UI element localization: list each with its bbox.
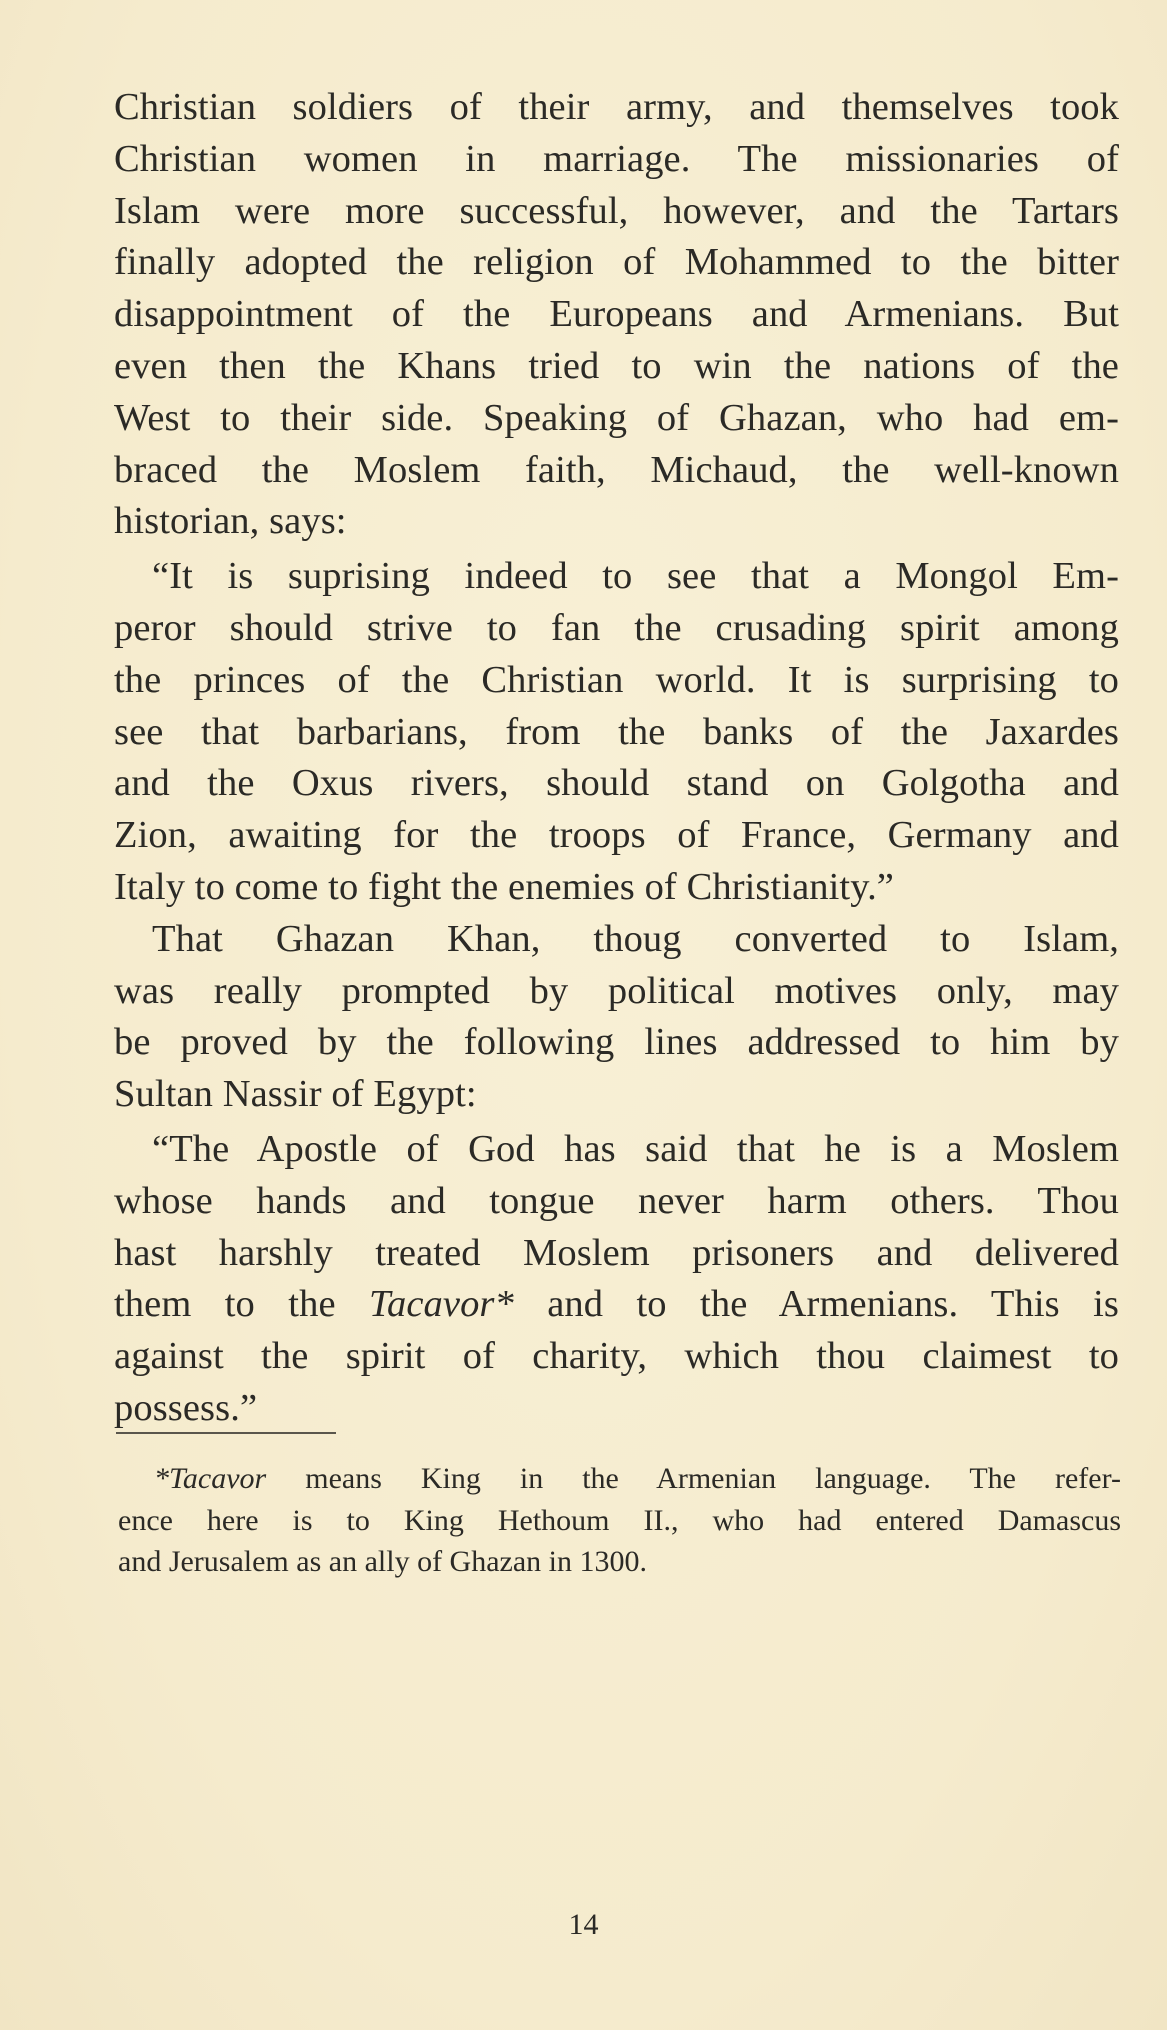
- body-line: braced the Moslem faith, Michaud, the well-known: [114, 448, 1119, 491]
- quote1-line: “It is suprising indeed to see that a Mongol Em-: [152, 555, 1119, 598]
- body-line: even then the Khans tried to win the nations of the: [114, 344, 1119, 387]
- quote2-line: whose hands and tongue never harm others. Thou: [114, 1179, 1119, 1222]
- footnote: [118, 1458, 1121, 1583]
- para2-line: was really prompted by political motives only, may: [114, 969, 1119, 1012]
- tacavor-italic: Tacavor*: [369, 1283, 514, 1326]
- footnote-line: ence here is to King Hethoum II., who had entered Damascus: [118, 1503, 1121, 1537]
- quote1-line: Italy to come to fight the enemies of Christianity.”: [114, 865, 894, 908]
- quote2-text: them to the: [114, 1283, 370, 1326]
- footnote-line: [118, 1458, 1121, 1500]
- quote2-line-with-italic: [114, 1279, 1119, 1331]
- page-number: 14: [568, 1908, 599, 1941]
- main-text: [114, 82, 1119, 1435]
- footnote-term-italic: *Tacavor: [154, 1462, 267, 1495]
- body-line: West to their side. Speaking of Ghazan, who had em-: [114, 396, 1119, 439]
- quote2-text: and to the Armenians. This is: [513, 1283, 1119, 1326]
- para2-line: That Ghazan Khan, thoug converted to Islam,: [152, 917, 1119, 960]
- body-line: Islam were more successful, however, and the Tartars: [114, 189, 1119, 232]
- quote1-line: see that barbarians, from the banks of the Jaxardes: [114, 710, 1119, 753]
- quote2-line: possess.”: [114, 1386, 258, 1429]
- footnote-rule: [116, 1432, 336, 1434]
- quote2-line: against the spirit of charity, which thou claimest to: [114, 1335, 1119, 1378]
- quote2-line: “The Apostle of God has said that he is a Moslem: [152, 1127, 1119, 1170]
- body-line: finally adopted the religion of Mohammed to the bitter: [114, 241, 1119, 284]
- quote1-line: peror should strive to fan the crusading spirit among: [114, 606, 1119, 649]
- footnote-line: and Jerusalem as an ally of Ghazan in 1300.: [118, 1545, 647, 1578]
- body-line: Christian soldiers of their army, and themselves took: [114, 86, 1119, 128]
- para2-line: be proved by the following lines addressed to him by: [114, 1021, 1119, 1064]
- para2-line: Sultan Nassir of Egypt:: [114, 1073, 477, 1116]
- quote1-line: and the Oxus rivers, should stand on Golgotha and: [114, 762, 1119, 805]
- body-line: historian, says:: [114, 500, 347, 543]
- quote1-line: Zion, awaiting for the troops of France, Germany and: [114, 814, 1119, 857]
- body-line: disappointment of the Europeans and Armenians. But: [114, 293, 1119, 336]
- footnote-text: means King in the Armenian language. The refer-: [266, 1462, 1121, 1495]
- body-line: Christian women in marriage. The missionaries of: [114, 137, 1119, 180]
- quote1-line: the princes of the Christian world. It is surprising to: [114, 658, 1119, 701]
- quote2-line: hast harshly treated Moslem prisoners and delivered: [114, 1231, 1119, 1274]
